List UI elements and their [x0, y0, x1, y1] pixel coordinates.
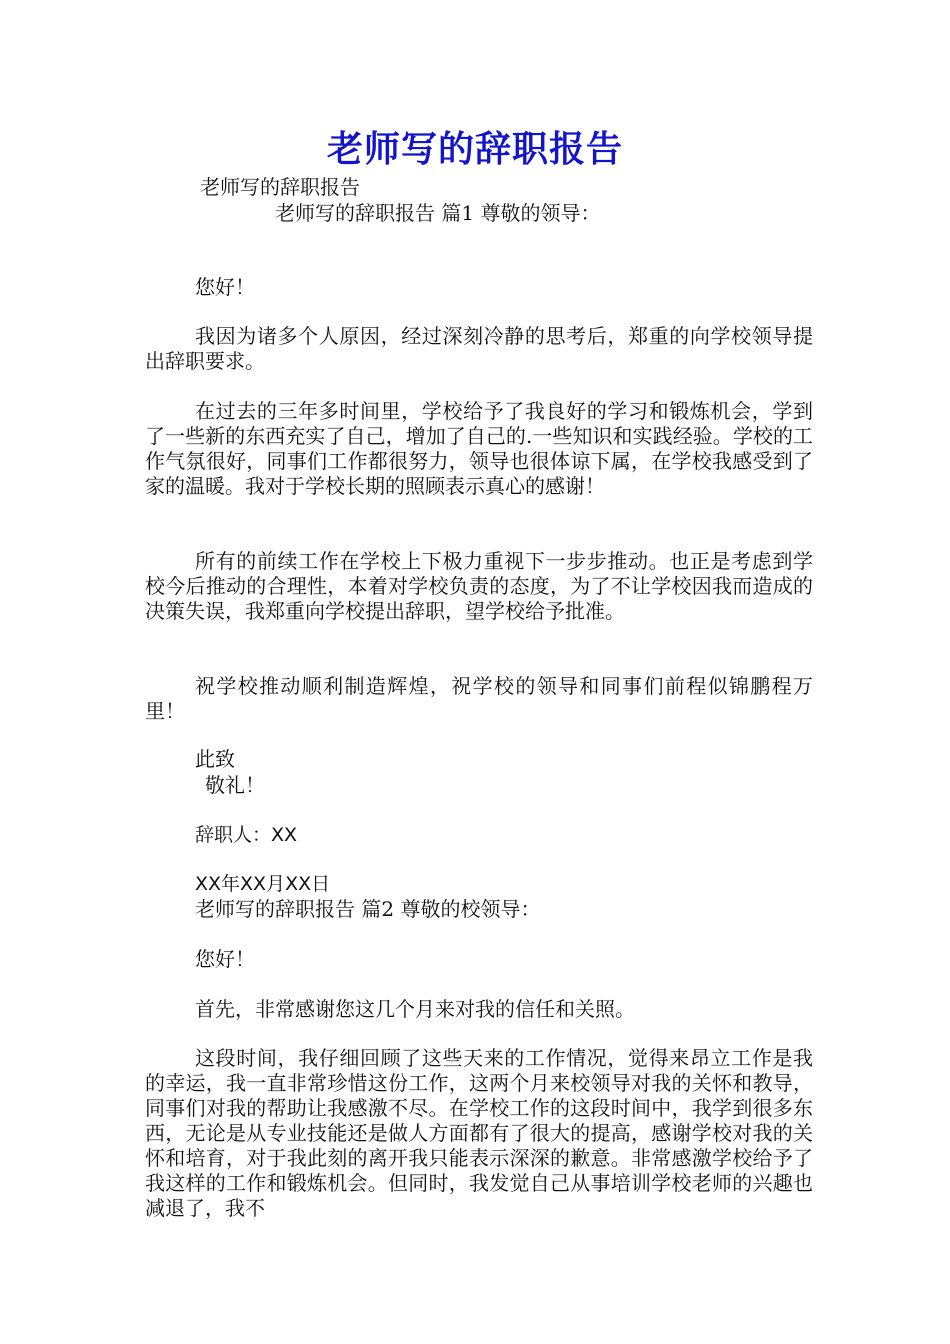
letter1-paragraph: 我因为诸多个人原因，经过深刻冷静的思考后，郑重的向学校领导提出辞职要求。: [145, 324, 813, 373]
letter1-paragraph: 在过去的三年多时间里，学校给予了我良好的学习和锻炼机会，学到了一些新的东西充实了自己，增加了自己的.一些知识和实践经验。学校的工作气氛很好，同事们工作都很努力，领导也很体谅下属，在学校我感受到了家的温暖。我对于学校长期的照顾表示真心的感谢！: [145, 399, 813, 498]
letter2-paragraph: 这段时间，我仔细回顾了这些天来的工作情况，觉得来昂立工作是我的幸运，我一直非常珍惜这份工作，这两个月来校领导对我的关怀和教导，同事们对我的帮助让我感激不尽。在学校工作的这段时间中，我学到很多东西，无论是从专业技能还是做人方面都有了很大的提高，感谢学校对我的关怀和培育，对于我此刻的离开我只能表示深深的歉意。非常感激学校给予了我这样的工作和锻炼机会。但同时，我发觉自己从事培训学校老师的兴趣也减退了，我不: [145, 1046, 813, 1220]
letter2-heading: 老师写的辞职报告 篇2 尊敬的校领导：: [195, 897, 541, 921]
letter1-signer: 辞职人：XX: [195, 824, 298, 846]
letter1-greeting: 您好！: [195, 275, 255, 299]
document-subtitle: 老师写的辞职报告: [200, 175, 360, 199]
document-title: 老师写的辞职报告: [326, 129, 623, 170]
letter1-paragraph: 祝学校推动顺利制造辉煌，祝学校的领导和同事们前程似锦鹏程万里！: [145, 674, 813, 723]
letter1-closing-line2: 敬礼！: [205, 773, 265, 797]
letter1-closing-line1: 此致: [195, 747, 235, 771]
letter1-heading: 老师写的辞职报告 篇1 尊敬的领导：: [275, 201, 601, 225]
letter1-paragraph: 所有的前续工作在学校上下极力重视下一步步推动。也正是考虑到学校今后推动的合理性，本着对学校负责的态度，为了不让学校因我而造成的决策失误，我郑重向学校提出辞职，望学校给予批准。: [145, 549, 813, 623]
letter1-date: XX年XX月XX日: [195, 873, 331, 895]
letter2-greeting: 您好！: [195, 947, 255, 971]
letter2-paragraph: 首先，非常感谢您这几个月来对我的信任和关照。: [195, 997, 635, 1021]
